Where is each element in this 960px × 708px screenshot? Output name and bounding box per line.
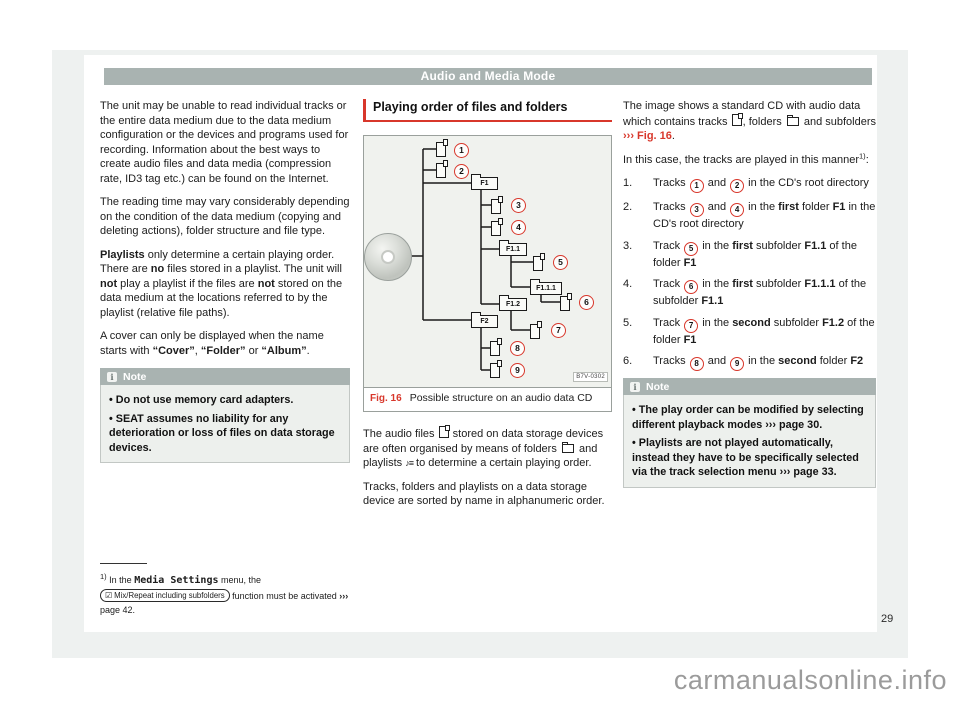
folder-label: F2 (471, 315, 498, 328)
cd-disc-icon (364, 233, 412, 281)
file-icon (439, 426, 449, 438)
file-icon (560, 293, 573, 312)
track-number-badge: 3 (511, 198, 526, 213)
figure-label: Fig. 16 (370, 393, 402, 404)
note-bullet: • The play order can be modified by selecting different playback modes ››› page 30. (632, 403, 867, 432)
note-bullet: • Do not use memory card adapters. (109, 393, 341, 408)
paragraph: The audio files stored on data storage devices are often organised by means of folders and playlists ♪≡ to determine a certain playing order. (363, 428, 604, 469)
note-bullet: • Playlists are not played automatically, instead they have to be specifically selected via the track selection menu ››› page 33. (632, 436, 867, 480)
section-header-title: Audio and Media Mode (420, 69, 556, 83)
article-heading: Playing order of files and folders (363, 99, 612, 122)
left-column (100, 99, 350, 463)
list-number: 6. (623, 355, 633, 367)
note-title: Note (123, 370, 147, 383)
track-number-badge: 4 (730, 203, 744, 217)
track-number-badge: 1 (454, 143, 469, 158)
file-icon (490, 338, 503, 357)
paragraph: A cover can only be displayed when the name starts with “Cover”, “Folder” or “Album”. (100, 330, 324, 357)
list-item: 1. Tracks 1 and 2 in the CD's root directory (623, 176, 876, 193)
paragraph: The reading time may vary considerably depending on the condition of the data medium (copying and deleting actions), folder structure and file type. (100, 196, 350, 237)
list-item: 4. Track 6 in the first subfolder F1.1.1 of the subfolder F1.1 (623, 278, 867, 307)
track-number-badge: 3 (690, 203, 704, 217)
track-number-badge: 5 (684, 242, 698, 256)
track-number-badge: 6 (684, 280, 698, 294)
paragraph: The image shows a standard CD with audio data which contains tracks , folders and subfolders ››› Fig. 16. (623, 100, 877, 142)
folder-label: F1.2 (499, 298, 527, 311)
file-icon (490, 360, 503, 379)
track-number-badge: 2 (730, 179, 744, 193)
list-number: 2. (623, 201, 633, 213)
track-number-badge: 9 (730, 357, 744, 371)
list-item: 3. Track 5 in the first subfolder F1.1 of the folder F1 (623, 239, 857, 269)
paragraph: The unit may be unable to read individual tracks or the entire data medium due to the data medium configuration or the devices and programs used for recording. Information about the best ways to create audio files and data media (compression rate, ID3 tag etc.) can be found on the Internet. (100, 100, 349, 185)
list-number: 4. (623, 278, 633, 290)
footnote (100, 563, 368, 618)
note-bullet: • SEAT assumes no liability for any deterioration or loss of files on data storage devices. (109, 412, 341, 456)
note-title: Note (646, 380, 670, 393)
track-number-badge: 2 (454, 164, 469, 179)
note-box (623, 378, 876, 488)
file-icon (732, 114, 742, 126)
file-icon (436, 160, 449, 179)
watermark: carmanualsonline.info (673, 665, 947, 695)
info-icon: i (107, 372, 117, 382)
page-number: 29 (881, 613, 894, 625)
track-number-badge: 8 (510, 341, 525, 356)
track-number-badge: 8 (690, 357, 704, 371)
file-icon (436, 139, 449, 158)
track-number-badge: 9 (510, 363, 525, 378)
folder-label: F1 (471, 177, 498, 190)
list-number: 3. (623, 239, 633, 252)
figure (363, 135, 612, 412)
folder-icon (562, 444, 574, 453)
file-icon (533, 253, 546, 272)
list-item: 5. Track 7 in the second subfolder F1.2 of the folder F1 (623, 316, 875, 346)
track-number-badge: 1 (690, 179, 704, 193)
file-icon (530, 321, 543, 340)
figure-caption-text: Possible structure on an audio data CD (409, 392, 593, 404)
list-item: 2. Tracks 3 and 4 in the first folder F1 in the CD's root directory (623, 201, 876, 230)
track-number-badge: 7 (551, 323, 566, 338)
folder-label: F1.1.1 (530, 282, 562, 295)
note-box (100, 368, 350, 463)
section-header (104, 68, 872, 85)
footnote-text: $^{1)}$ In the Media Settings menu, the ☑ Mix/Repeat including subfolders function must be activated ››› page 42. (100, 572, 349, 615)
paragraph: Playlists only determine a certain playing order. There are no files stored in a playlist. The unit will not play a playlist if the files are not stored on the data medium at the locations referred to by the playlist (relative file paths). (100, 248, 343, 319)
paragraph: Tracks, folders and playlists on a data storage device are sorted by name in alphanumeric order. (363, 480, 605, 507)
list-item: 6. Tracks 8 and 9 in the second folder F2 (623, 354, 876, 371)
figure-caption (364, 388, 611, 411)
file-icon (491, 196, 504, 215)
right-column (623, 99, 876, 488)
figure-tree (364, 136, 611, 388)
file-icon (491, 218, 504, 237)
figure-code: B7V-0302 (573, 372, 608, 382)
footnote-rule (100, 563, 147, 564)
list-number: 1. (623, 177, 633, 189)
track-number-badge: 5 (553, 255, 568, 270)
track-number-badge: 4 (511, 220, 526, 235)
playlist-icon: ♪≡ (405, 458, 413, 468)
list-number: 5. (623, 316, 633, 329)
play-order-list (623, 176, 876, 371)
folder-label: F1.1 (499, 243, 527, 256)
info-icon: i (630, 382, 640, 392)
track-number-badge: 7 (684, 319, 698, 333)
paragraph: In this case, the tracks are played in this manner$^{1)}$: (623, 150, 869, 166)
middle-column (363, 99, 612, 518)
folder-icon (787, 117, 799, 126)
track-number-badge: 6 (579, 295, 594, 310)
